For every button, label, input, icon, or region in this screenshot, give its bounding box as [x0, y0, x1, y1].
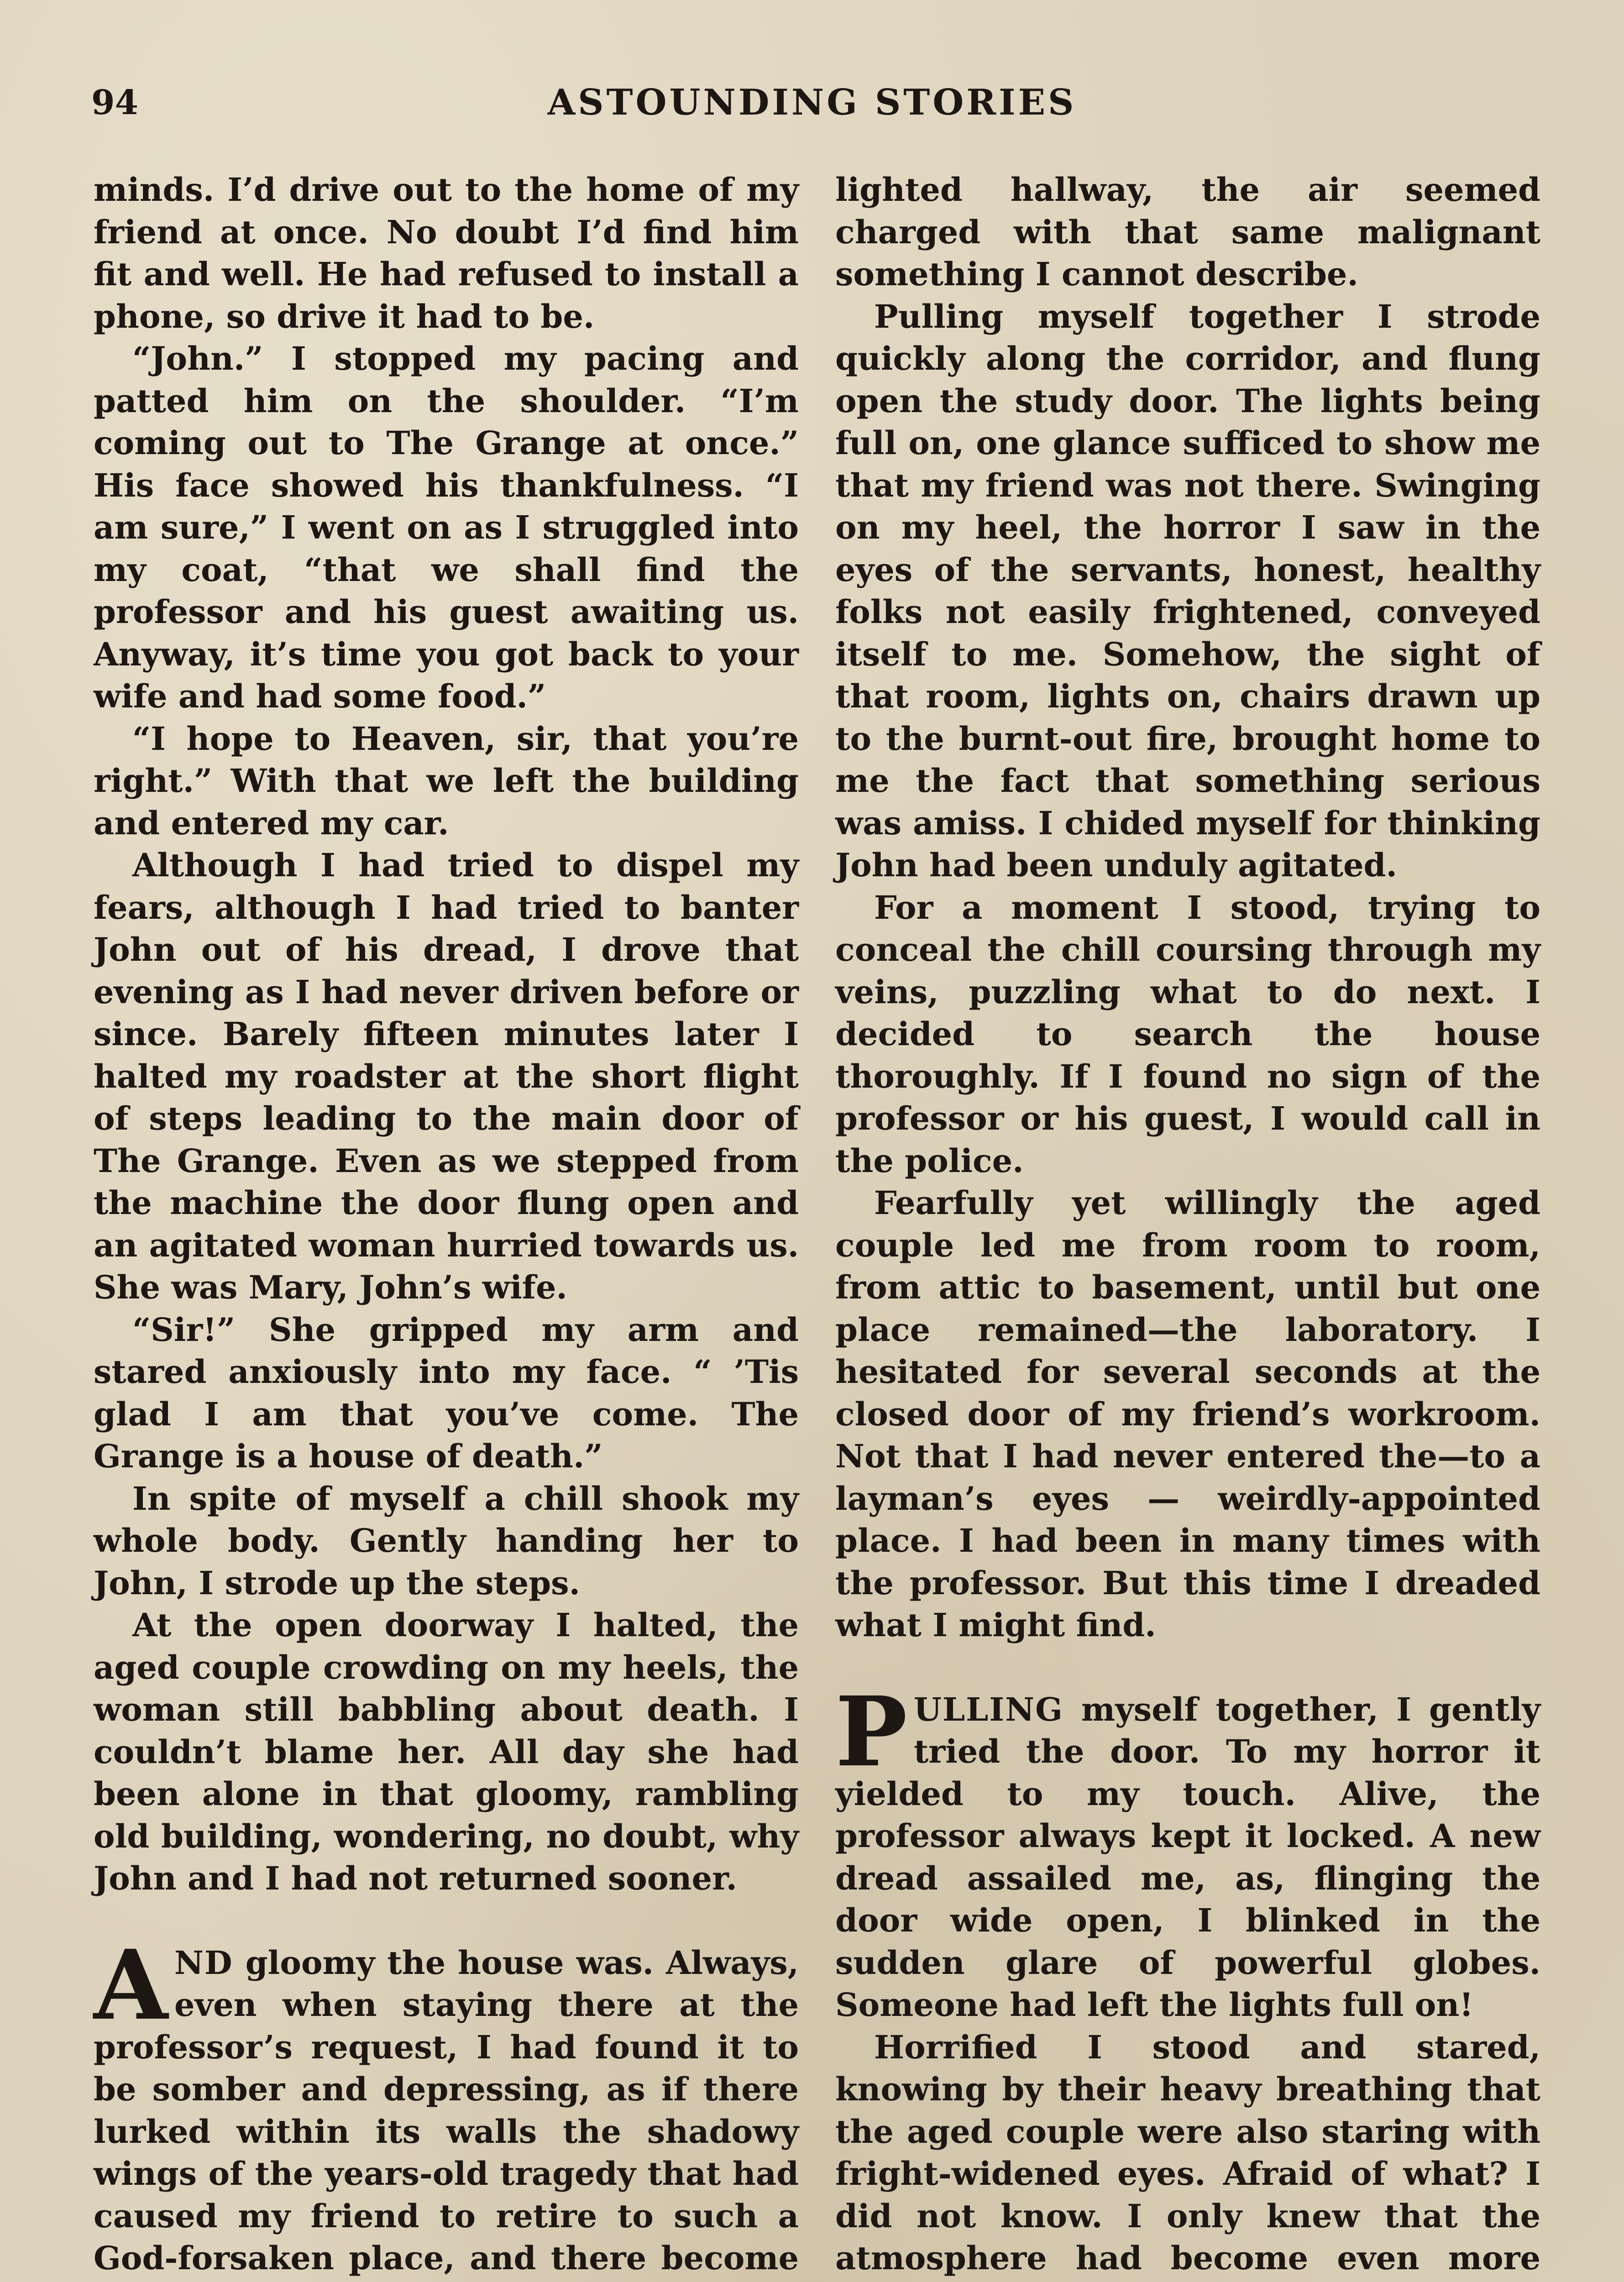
- page-header: [0, 80, 1624, 130]
- lead-word: ND: [174, 1943, 233, 1982]
- running-head: ASTOUNDING STORIES: [547, 82, 1077, 123]
- paragraph: [835, 2026, 1540, 2282]
- paragraph: Although I had tried to dispel my fears, although I had tried to banter John out of his dread, I drove that evening as I had never driven before or since. Barely fifteen minutes later I halted my roadster at the short flight of steps leading to the main door of The Grange. Even as we stepped from the machine the door flung open and an agitated woman hurried towards us. She was Mary, John’s wife.: [94, 846, 799, 1306]
- paragraph: “Sir!” She gripped my arm and stared anxiously into my face. “ ’Tis glad I am that you’ve come. The Grange is a house of death.”: [94, 1310, 799, 1475]
- paragraph: “John.” I stopped my pacing and patted him on the shoulder. “I’m coming out to The Grange at once.” His face showed his thankfulness. “I am sure,” I went on as I struggled into my coat, “that we shall find the professor and his guest awaiting us. Anyway, it’s time you got back to your wife and had some food.”: [94, 340, 799, 715]
- section-paragraph: [835, 1675, 1540, 2026]
- paragraph: At the open doorway I halted, the aged couple crowding on my heels, the woman still babbling about death. I couldn’t blame her. All day she had been alone in that gloomy, rambling old building, wondering, no doubt, why John and I had not returned sooner.: [94, 1606, 799, 1897]
- paragraph-text: Horrified I stood and stared, knowing by their heavy breathing that the aged couple were also staring with fright-widened eyes. Afraid of what? I did not know. I only knew that the atmosphere had become even more: [835, 2028, 1540, 2277]
- paragraph: Pulling myself together I strode quickly along the corridor, and flung open the study door. The lights being full on, one glance sufficed to show me that my friend was not there. Swinging on my heel, the horror I saw in the eyes of the servants, honest, healthy folks not easily frightened, conveyed itself to me. Somehow, the sight of that room, lights on, chairs drawn up to the burnt-out fire, brought home to me the fact that something serious was amiss. I chided myself for thinking John had been unduly agitated.: [835, 297, 1540, 884]
- right-column: [835, 169, 1540, 2282]
- paragraph: “I hope to Heaven, sir, that you’re right.” With that we left the building and entered my car.: [94, 719, 799, 842]
- lead-word: ULLING: [913, 1690, 1063, 1728]
- paragraph: minds. I’d drive out to the home of my friend at once. No doubt I’d find him fit and well. He had refused to install a phone, so drive it had to be.: [94, 171, 799, 335]
- paragraph-text: gloomy the house was. Always, even when staying there at the professor’s request, I had found it to be somber and depressing, as if there lurked within its walls the shadowy wings of the years-old tragedy that had caused my friend to retire to such a God-forsaken place, and there become: [94, 1943, 799, 2277]
- drop-cap: P: [835, 1675, 907, 1788]
- left-column: [94, 169, 799, 2282]
- paragraph-text: myself together, I gently tried the door. To my horror it yielded to my touch. Alive, the professor always kept it locked. A new dread assailed me, as, flinging the door wide open, I blinked in the sudden glare of powerful globes. Someone had left the lights full on!: [835, 1690, 1540, 2024]
- drop-cap: A: [94, 1928, 168, 2041]
- page-number: 94: [91, 83, 138, 122]
- section-paragraph: [94, 1928, 799, 2282]
- paragraph: In spite of myself a chill shook my whole body. Gently handing her to John, I strode up the steps.: [94, 1479, 799, 1602]
- paragraph: lighted hallway, the air seemed charged with that same malignant something I cannot describe.: [835, 171, 1540, 293]
- paragraph: For a moment I stood, trying to conceal the chill coursing through my veins, puzzling what to do next. I decided to search the house thoroughly. If I found no sign of the professor or his guest, I would call in the police.: [835, 888, 1540, 1180]
- paragraph: Fearfully yet willingly the aged couple led me from room to room, from attic to basement, until but one place remained—the laboratory. I hesitated for several seconds at the closed door of my friend’s workroom. Not that I had never entered the—to a layman’s eyes — weirdly-appointed place. I had been in many times with the professor. But this time I dreaded what I might find.: [835, 1184, 1540, 1644]
